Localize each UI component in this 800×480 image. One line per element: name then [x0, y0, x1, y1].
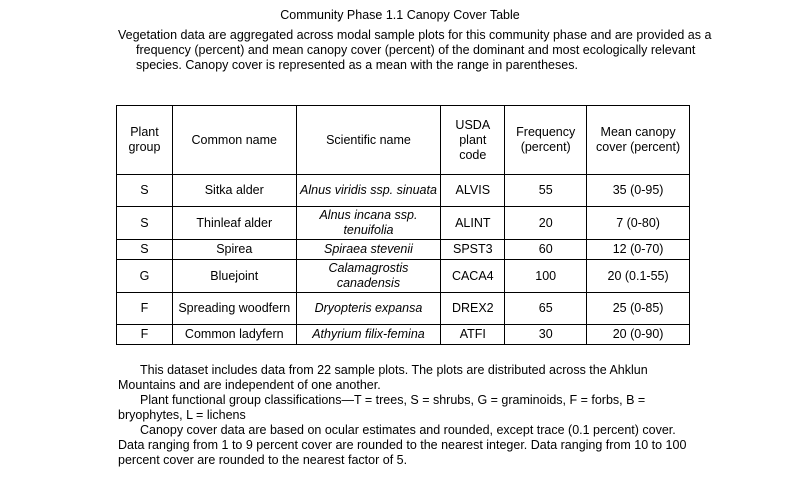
cell-scientific-name: Alnus incana ssp. tenuifolia: [296, 207, 441, 240]
cell-common-name: Spirea: [172, 240, 296, 260]
cell-cover: 20 (0-90): [587, 325, 690, 345]
cell-code: ALINT: [441, 207, 505, 240]
cell-group: F: [117, 325, 173, 345]
note-rounding: Canopy cover data are based on ocular estimates and rounded, except trace (0.1 percent) cover. Data ranging from 1 to 9 percent cover are rounded to the nearest integer. Data ranging from 10 to 100 percent cover are rounded to the nearest factor of 5.: [118, 423, 687, 467]
header-common-name: Common name: [172, 106, 296, 175]
cell-group: S: [117, 175, 173, 207]
header-usda-code: USDA plant code: [441, 106, 505, 175]
table-row: [117, 260, 690, 293]
cell-cover: 7 (0-80): [587, 207, 690, 240]
cell-cover: 25 (0-85): [587, 293, 690, 325]
intro-paragraph: Vegetation data are aggregated across modal sample plots for this community phase and are provided as a frequency (percent) and mean canopy cover (percent) of the dominant and most ecologically relevant species. Canopy cover is represented as a mean with the range in parentheses.: [118, 28, 712, 72]
cell-scientific-name: Calamagrostis canadensis: [296, 260, 441, 293]
cell-scientific-name: Alnus viridis ssp. sinuata: [296, 175, 441, 207]
canopy-cover-table: [116, 105, 690, 345]
header-mean-cover: Mean canopy cover (percent): [587, 106, 690, 175]
cell-group: S: [117, 207, 173, 240]
cell-code: ATFI: [441, 325, 505, 345]
cell-group: F: [117, 293, 173, 325]
cell-code: DREX2: [441, 293, 505, 325]
table-row: [117, 175, 690, 207]
cell-group: G: [117, 260, 173, 293]
cell-code: ALVIS: [441, 175, 505, 207]
cell-cover: 20 (0.1-55): [587, 260, 690, 293]
cell-common-name: Spreading woodfern: [172, 293, 296, 325]
cell-cover: 12 (0-70): [587, 240, 690, 260]
cell-frequency: 55: [505, 175, 587, 207]
cell-common-name: Thinleaf alder: [172, 207, 296, 240]
note-classifications: Plant functional group classifications—T = trees, S = shrubs, G = graminoids, F = forbs, B = bryophytes, L = lichens: [118, 393, 646, 422]
cell-frequency: 20: [505, 207, 587, 240]
cell-code: CACA4: [441, 260, 505, 293]
header-frequency: Frequency (percent): [505, 106, 587, 175]
cell-frequency: 65: [505, 293, 587, 325]
cell-common-name: Common ladyfern: [172, 325, 296, 345]
cell-common-name: Sitka alder: [172, 175, 296, 207]
page-title: Community Phase 1.1 Canopy Cover Table: [280, 8, 520, 22]
table-row: [117, 207, 690, 240]
table-row: [117, 325, 690, 345]
cell-group: S: [117, 240, 173, 260]
cell-frequency: 60: [505, 240, 587, 260]
header-plant-group: Plant group: [117, 106, 173, 175]
note-dataset: This dataset includes data from 22 sample plots. The plots are distributed across the Ahklun Mountains and are independent of one another.: [118, 363, 648, 392]
cell-frequency: 100: [505, 260, 587, 293]
header-scientific-name: Scientific name: [296, 106, 441, 175]
cell-common-name: Bluejoint: [172, 260, 296, 293]
table-row: [117, 293, 690, 325]
cell-scientific-name: Dryopteris expansa: [296, 293, 441, 325]
cell-scientific-name: Athyrium filix-femina: [296, 325, 441, 345]
cell-scientific-name: Spiraea stevenii: [296, 240, 441, 260]
table-header-row: [117, 106, 690, 175]
cell-cover: 35 (0-95): [587, 175, 690, 207]
notes-section: [118, 363, 696, 468]
cell-code: SPST3: [441, 240, 505, 260]
table-row: [117, 240, 690, 260]
cell-frequency: 30: [505, 325, 587, 345]
